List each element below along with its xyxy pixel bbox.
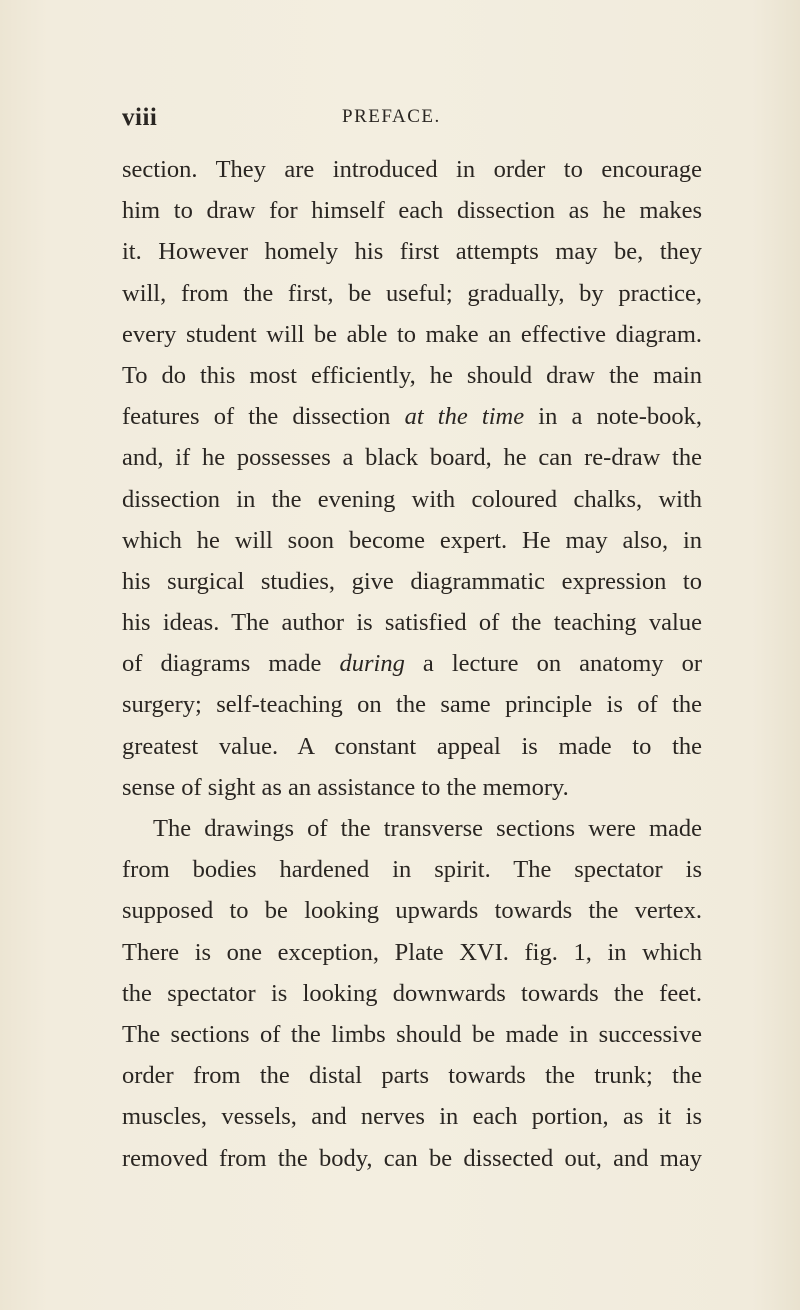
text-line: surgery; self-teaching on the same principle is of the (122, 691, 702, 719)
page-number: viii (122, 104, 158, 131)
text-line: from bodies hardened in spirit. The spectator is (122, 856, 702, 884)
text-line: There is one exception, Plate XVI. fig. 1, in which (122, 938, 702, 966)
text-line: it. However homely his first attempts may be, they (122, 238, 702, 266)
text-line: The drawings of the transverse sections were made (153, 815, 702, 842)
text-line: section. They are introduced in order to encourage (122, 156, 702, 183)
text-line: and, if he possesses a black board, he can re-draw the (122, 444, 702, 472)
paragraph-1 (122, 149, 702, 808)
body-text (122, 149, 702, 1179)
text-line: dissection in the evening with coloured chalks, with (122, 485, 702, 513)
text-line: order from the distal parts towards the trunk; the (122, 1062, 702, 1090)
text-line: supposed to be looking upwards towards the vertex. (122, 897, 702, 925)
text-line: of diagrams made during a lecture on anatomy or (122, 650, 702, 678)
text-line: his surgical studies, give diagrammatic expression to (122, 567, 702, 595)
italic-phrase: at the time (404, 403, 525, 431)
italic-phrase: during (339, 650, 405, 678)
text-line: his ideas. The author is satisfied of the teaching value (122, 609, 702, 637)
text-line: will, from the first, be useful; gradually, by practice, (122, 279, 702, 307)
paragraph-2 (122, 808, 702, 1179)
text-line: The sections of the limbs should be made in successive (122, 1020, 702, 1048)
text-line: To do this most efficiently, he should draw the main (122, 361, 702, 389)
text-line: sense of sight as an assistance to the memory. (122, 773, 569, 801)
text-line: features of the dissection at the time in a note-book, (122, 403, 703, 431)
running-head: PREFACE. (342, 106, 441, 127)
text-line: every student will be able to make an effective diagram. (122, 320, 702, 348)
text-line: the spectator is looking downwards towards the feet. (122, 979, 702, 1007)
page-header (122, 104, 682, 136)
text-line: removed from the body, can be dissected out, and may (122, 1144, 702, 1172)
text-line: which he will soon become expert. He may also, in (122, 526, 702, 554)
text-line: greatest value. A constant appeal is made to the (122, 732, 702, 760)
text-line: him to draw for himself each dissection as he makes (122, 197, 702, 225)
text-line: muscles, vessels, and nerves in each portion, as it is (122, 1103, 702, 1131)
